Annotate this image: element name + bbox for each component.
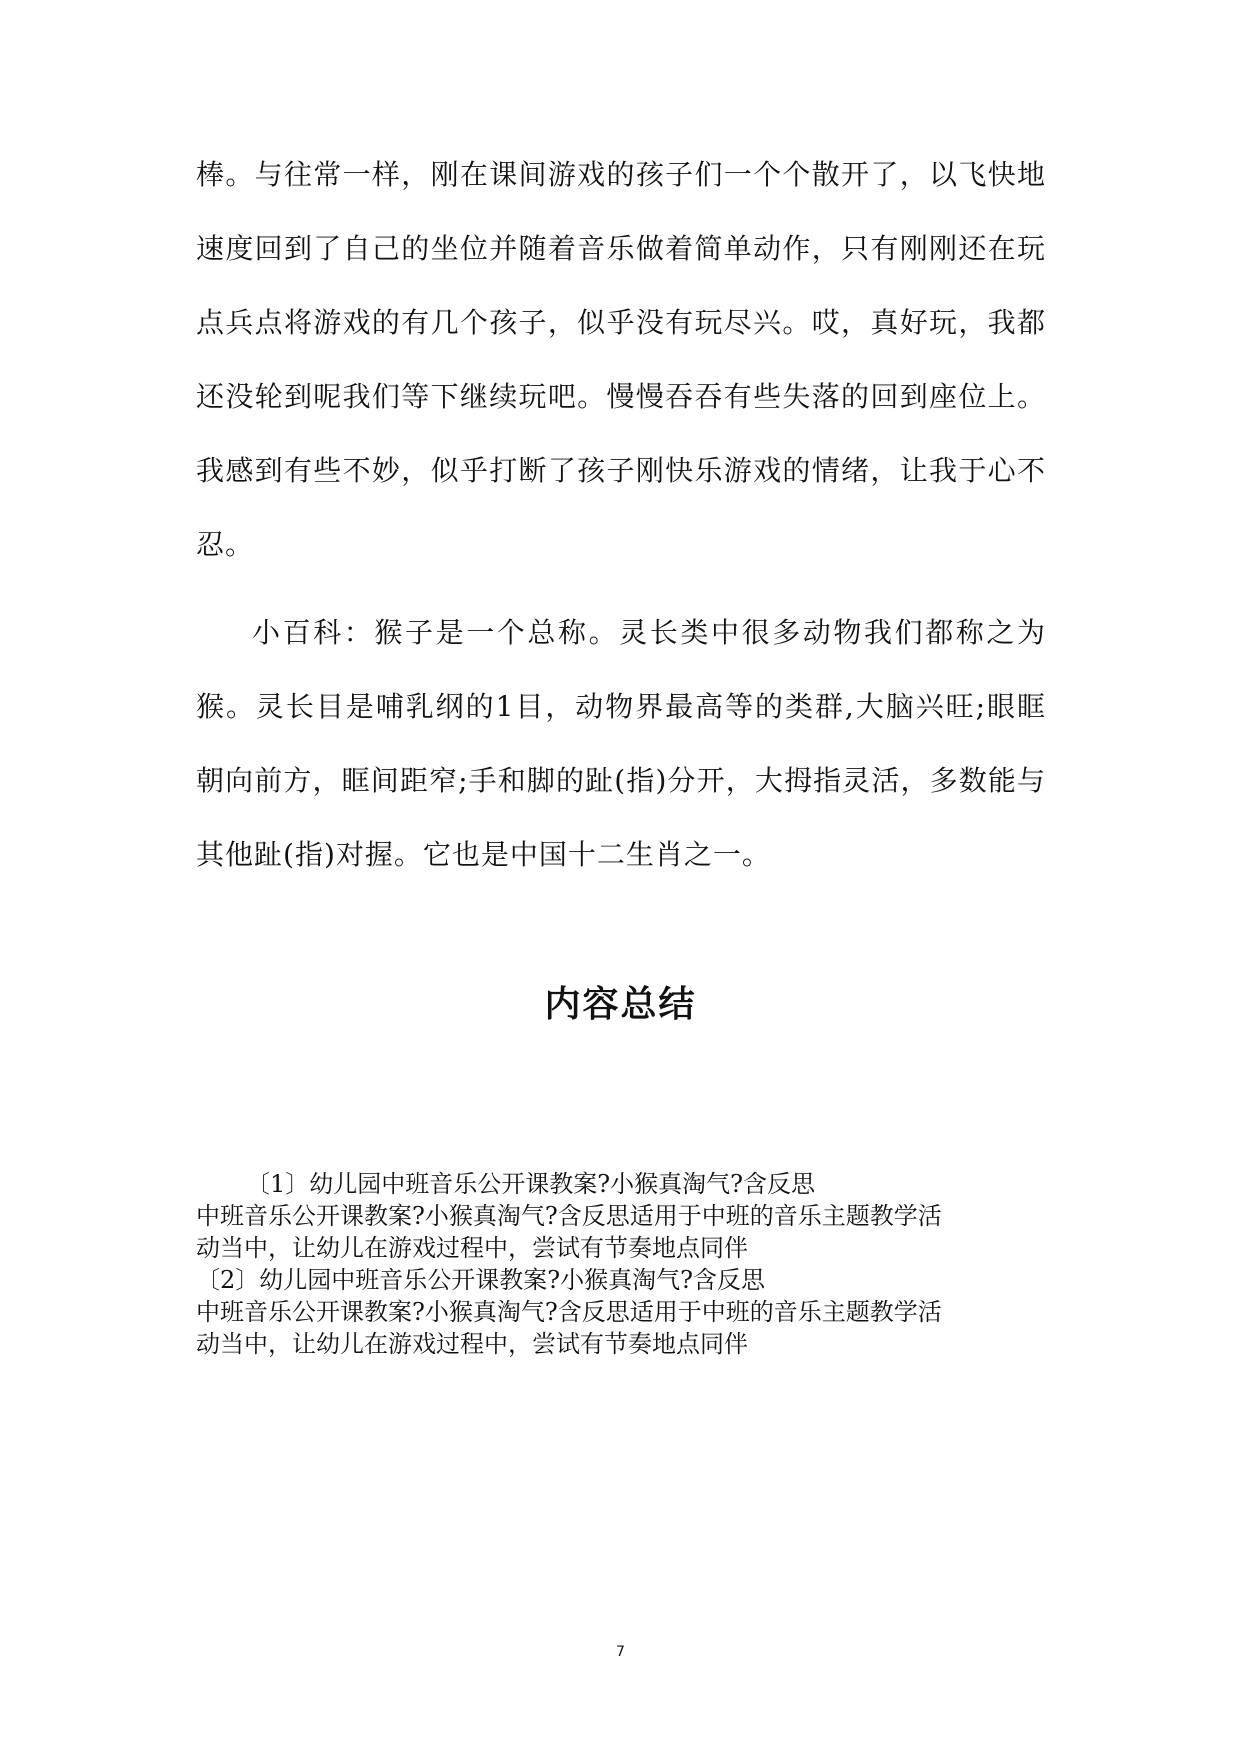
text-line: 。灵长目是哺乳纲的1目，动物界最高等的类群,大脑兴旺;眼眶朝向 (196, 690, 1046, 797)
summary-line: 中班音乐公开课教案?小猴真淘气?含反思适用于中班的音乐主题教学活 (196, 1202, 942, 1230)
text-line: 速度回到了自己的坐位并随着音乐做着简单动作，只有刚刚还在玩 (196, 232, 1046, 265)
body-paragraph-2 (196, 596, 1046, 892)
text-line: 小百科：猴子是一个总称。灵长类中很多动物我们都称之为猴 (196, 616, 1046, 723)
paragraph-text (196, 138, 1046, 582)
text-line: 棒。与往常一样，刚在课间游戏的孩子们一个个散开了，以飞快地 (196, 158, 1046, 191)
text-line: 趾(指)对握。它也是中国十二生肖之一。 (254, 838, 771, 871)
section-heading: 内容总结 (544, 984, 697, 1025)
summary-line: 中班音乐公开课教案?小猴真淘气?含反思适用于中班的音乐主题教学活 (196, 1298, 942, 1326)
page-number: 7 (616, 1644, 625, 1660)
text-line: 我感到有些不妙，似乎打断了孩子刚快乐游戏的情绪，让我于心不 (196, 454, 1046, 487)
text-line: 忍。 (196, 528, 255, 561)
summary-line: 动当中，让幼儿在游戏过程中，尝试有节奏地点同伴 (196, 1234, 748, 1262)
text-line: 前方，眶间距窄;手和脚的趾(指)分开，大拇指灵活，多数能与其他 (196, 764, 1046, 871)
summary-line: 〔1〕幼儿园中班音乐公开课教案?小猴真淘气?含反思 (246, 1170, 816, 1198)
summary-line: 〔2〕幼儿园中班音乐公开课教案?小猴真淘气?含反思 (196, 1266, 766, 1294)
summary-block (196, 1168, 1076, 1360)
body-paragraph-1 (196, 138, 1046, 582)
text-line: 点兵点将游戏的有几个孩子，似乎没有玩尽兴。哎，真好玩，我都 (196, 306, 1046, 339)
summary-line: 动当中，让幼儿在游戏过程中，尝试有节奏地点同伴 (196, 1330, 748, 1358)
paragraph-text (196, 596, 1046, 892)
text-line: 还没轮到呢我们等下继续玩吧。慢慢吞吞有些失落的回到座位上。 (196, 380, 1046, 413)
